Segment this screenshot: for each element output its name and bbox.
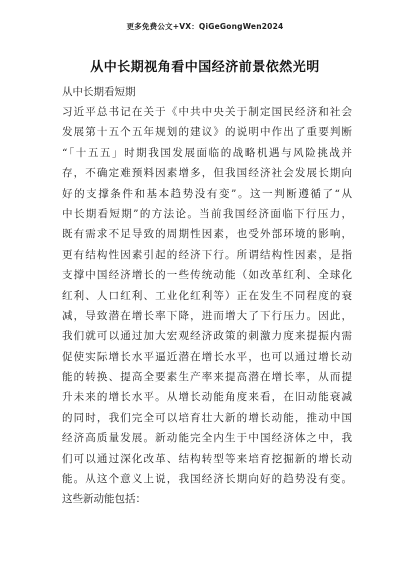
document-title: 从中长期视角看中国经济前景依然光明 — [90, 60, 320, 75]
body-line: 升未来的增长水平。从增长动能角度来看，在旧动能衰减 — [62, 391, 352, 404]
body-line: 更有结构性因素引起的经济下行。所谓结构性因素，是指 — [62, 248, 352, 261]
body-line: 的同时，我们完全可以培育壮大新的增长动能，推动中国 — [62, 411, 352, 424]
body-line: 这些新动能包括： — [62, 493, 146, 506]
body-line: “「十五五」时期我国发展面临的战略机遇与风险挑战并 — [62, 146, 352, 159]
body-line: 好的支撑条件和基本趋势没有变”。这一判断遵循了“从 — [62, 187, 352, 200]
body-text — [62, 102, 352, 510]
body-line: 能的转换、提高全要素生产率来提高潜在增长率，从而提 — [62, 371, 352, 384]
page-header: 更多免费公文+VX：QiGeGongWen2024 — [126, 22, 284, 31]
body-line: 发展第十五个五年规划的建议》的说明中作出了重要判断 — [62, 126, 352, 139]
body-line: 我们就可以通过加大宏观经济政策的刺激力度来提振内需 — [62, 330, 352, 343]
body-line: 红利、人口红利、工业化红利等）正在发生不同程度的衰 — [62, 289, 352, 302]
body-line: 既有需求不足导致的周期性因素，也受外部环境的影响， — [62, 228, 352, 241]
body-line: 促使实际增长水平逼近潜在增长水平，也可以通过增长动 — [62, 350, 352, 363]
body-line: 能。从这个意义上说，我国经济长期向好的趋势没有变。 — [62, 473, 352, 486]
body-line: 们可以通过深化改革、结构转型等来培育挖掘新的增长动 — [62, 452, 352, 465]
section-subtitle: 从中长期看短期 — [62, 86, 136, 98]
body-line: 经济高质量发展。新动能完全内生于中国经济体之中，我 — [62, 432, 352, 445]
body-line: 习近平总书记在关于《中共中央关于制定国民经济和社会 — [62, 106, 352, 118]
body-line: 支撑中国经济增长的一些传统动能（如改革红利、全球化 — [62, 269, 352, 282]
body-line: 存，不确定难预料因素增多，但我国经济社会发展长期向 — [62, 167, 352, 180]
body-line: 中长期看短期”的方法论。当前我国经济面临下行压力， — [62, 207, 352, 220]
body-line: 减，导致潜在增长率下降，进而增大了下行压力。因此， — [62, 309, 352, 322]
